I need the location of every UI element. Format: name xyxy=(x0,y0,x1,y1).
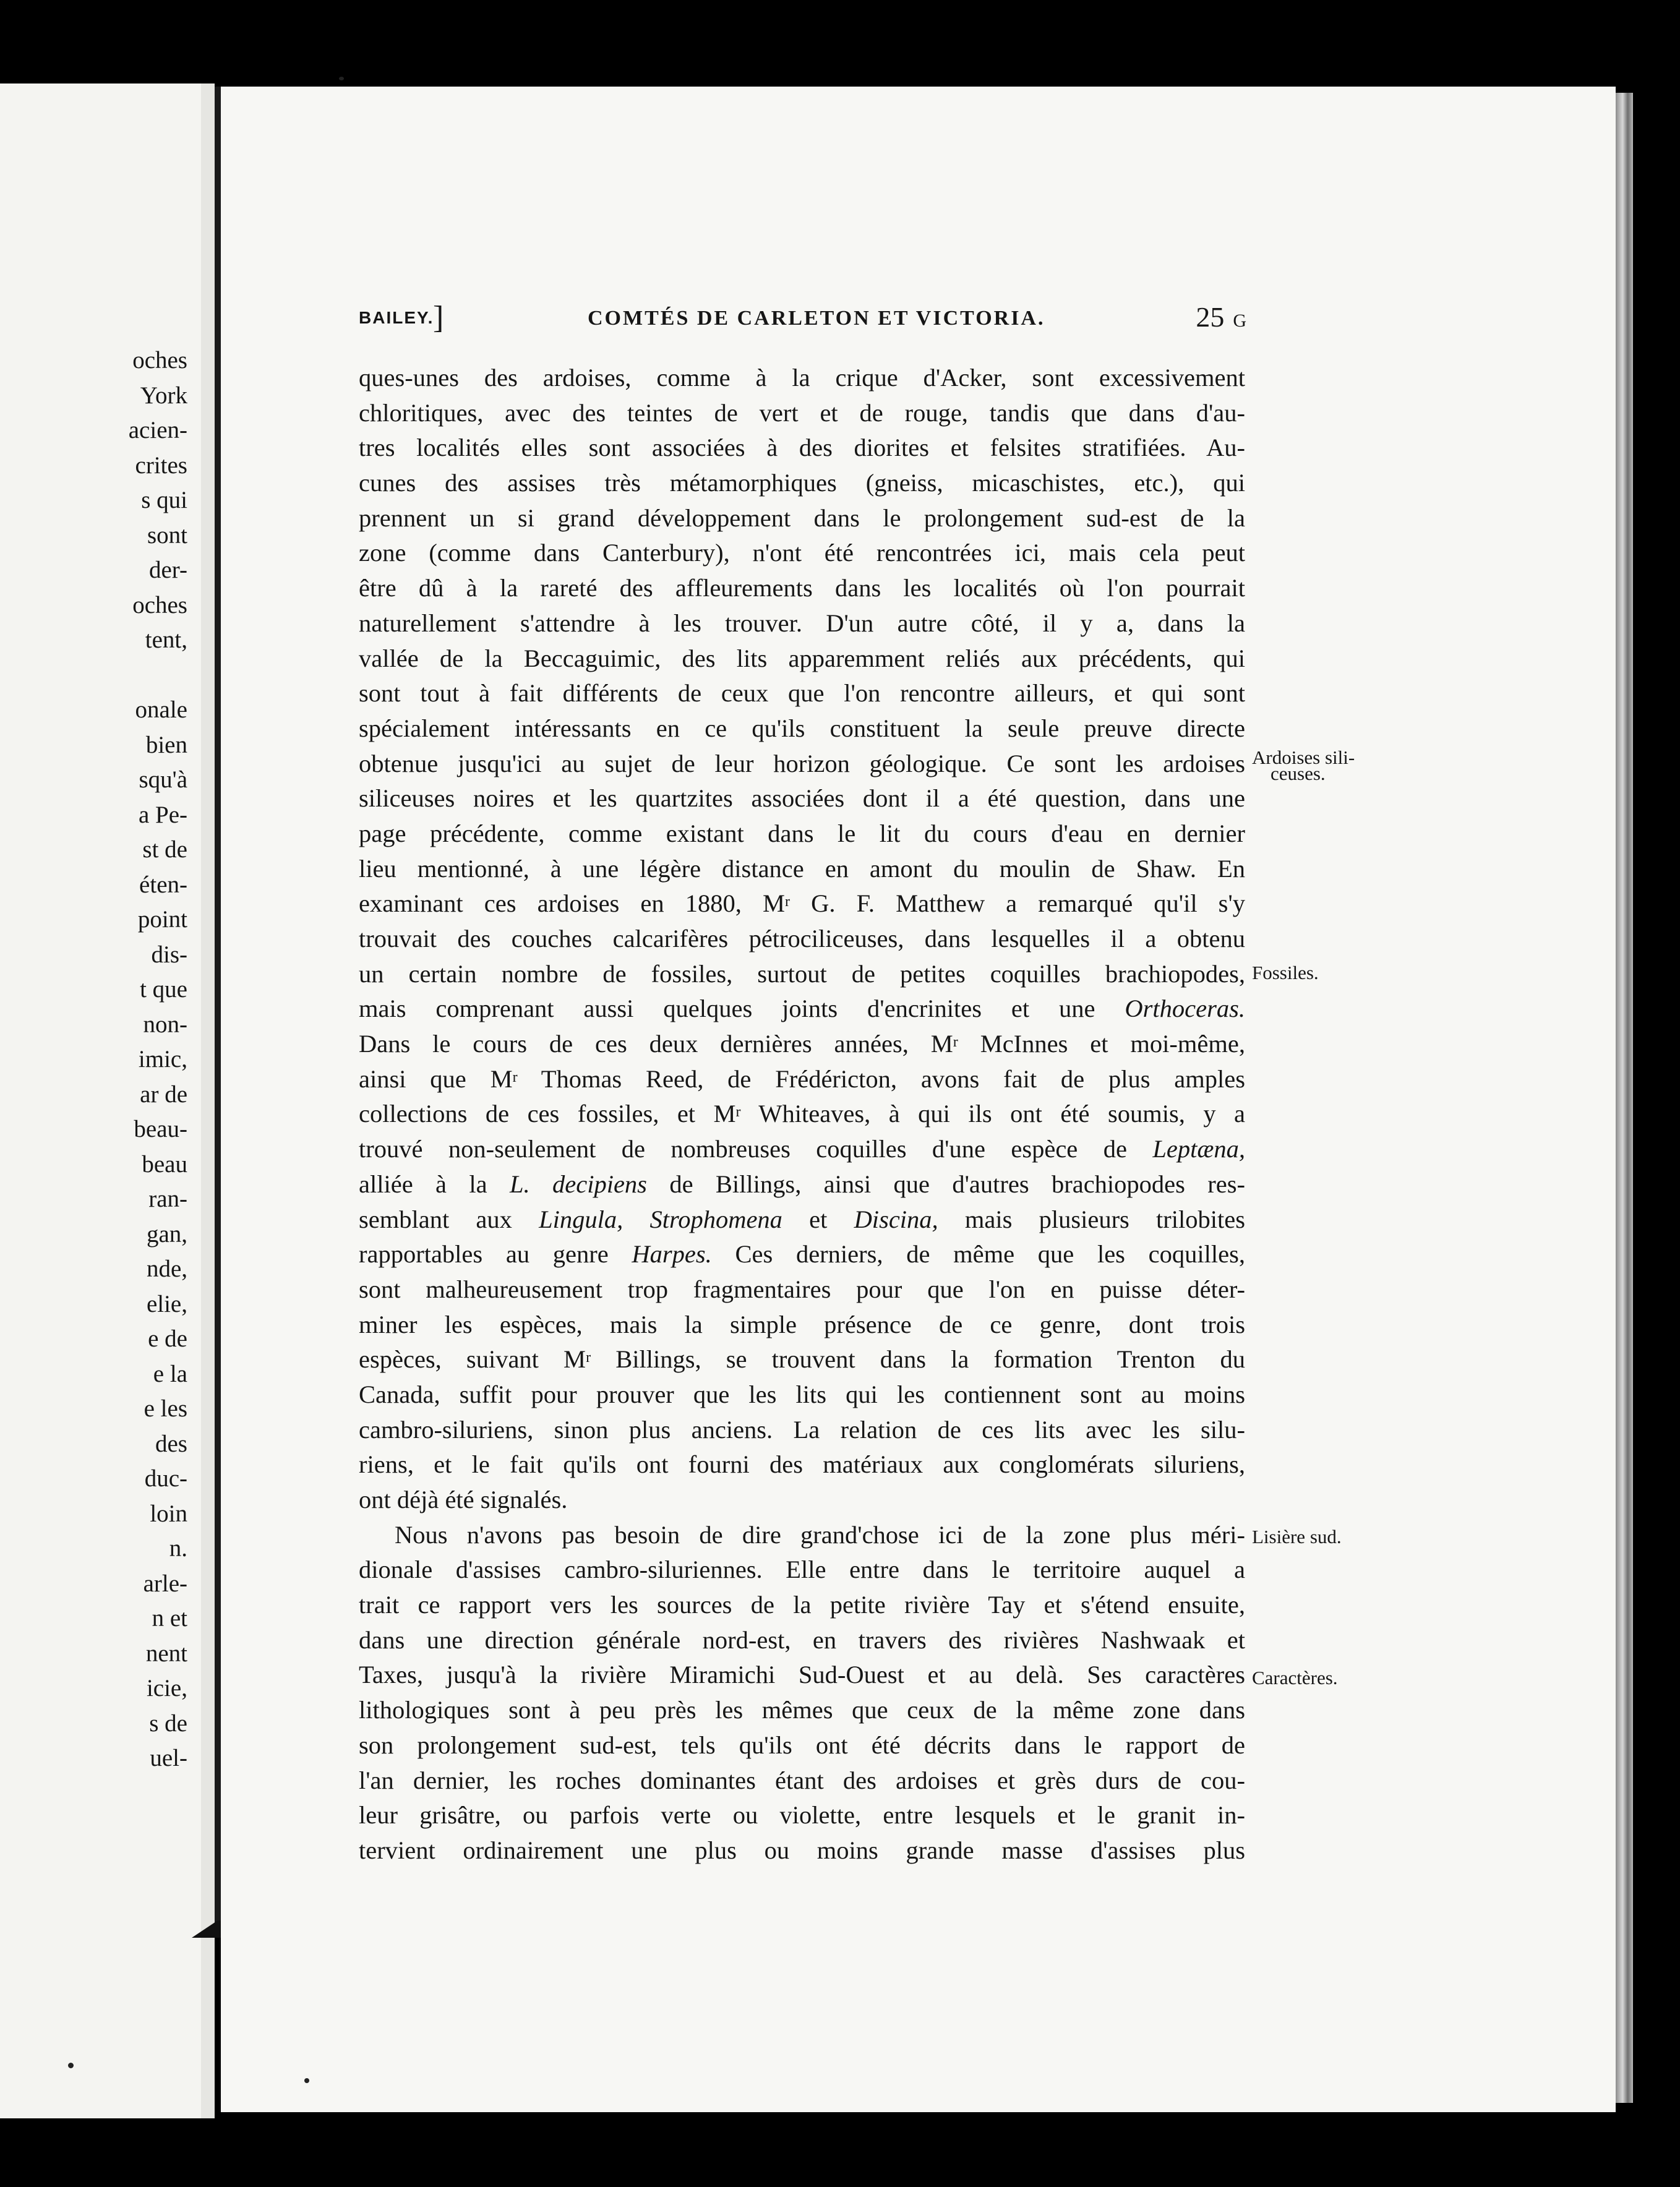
text-line: dionale d'assises cambro-siluriennes. Elle entre dans le territoire auquel a xyxy=(359,1556,1245,1584)
left-page-fragment: crites xyxy=(135,452,187,479)
text-run: trouvé non-seulement de nombreuses coquilles d'une espèce de xyxy=(359,1135,1153,1163)
text-line xyxy=(359,1342,1245,1377)
text-run: Whiteaves, à qui ils ont été soumis, y a xyxy=(740,1100,1246,1128)
page-number-value: 25 xyxy=(1196,301,1225,333)
left-page-fragment: dis- xyxy=(151,941,187,968)
text-line: l'an dernier, les roches dominantes étant des ardoises et grès durs de cou- xyxy=(359,1766,1245,1794)
left-page-fragment: York xyxy=(140,382,187,409)
left-page-fragment: arle- xyxy=(143,1570,187,1597)
text-line: miner les espèces, mais la simple présence de ce genre, dont trois xyxy=(359,1310,1245,1338)
text-line: page précédente, comme existant dans le lit du cours d'eau en dernier xyxy=(359,819,1245,847)
left-page-fragment: e de xyxy=(148,1325,187,1352)
text-line: obtenue jusqu'ici au sujet de leur horizon géologique. Ce sont les ardoises xyxy=(359,749,1245,777)
left-page-fragment: loin xyxy=(150,1500,187,1527)
page-gutter xyxy=(201,83,215,2118)
text-line: siliceuses noires et les quartzites associées dont il a été question, dans une xyxy=(359,784,1245,813)
text-run: mais plusieurs trilobites xyxy=(938,1205,1245,1233)
text-line: spécialement intéressants en ce qu'ils constituent la seule preuve directe xyxy=(359,714,1245,742)
text-line: lieu mentionné, à une légère distance en amont du moulin de Shaw. En xyxy=(359,854,1245,883)
text-run: ainsi que M xyxy=(359,1064,513,1093)
left-page-fragment: der- xyxy=(148,557,187,583)
superscript: r xyxy=(735,1104,741,1121)
text-run: Billings, se trouvent dans la formation Trenton du xyxy=(591,1345,1245,1374)
text-run: espèces, suivant M xyxy=(359,1345,586,1374)
left-page-fragment: n. xyxy=(169,1535,187,1562)
text-line: prennent un si grand développement dans le prolongement sud-est de la xyxy=(359,503,1245,532)
header-author: BAILEY. xyxy=(359,308,434,327)
text-run: Dans le cours de ces deux dernières années, M xyxy=(359,1030,953,1058)
text-line: trouvait des couches calcarifères pétrociliceuses, dans lesquelles il a obtenu xyxy=(359,925,1245,952)
print-speck xyxy=(339,77,344,80)
text-line xyxy=(359,1237,1245,1272)
page-number xyxy=(1196,301,1246,333)
left-page-fragment: e les xyxy=(144,1395,187,1422)
text-line: son prolongement sud-est, tels qu'ils ont été décrits dans le rapport de xyxy=(359,1731,1245,1759)
text-line: un certain nombre de fossiles, surtout de petites coquilles brachiopodes, xyxy=(359,959,1245,988)
left-page-fragment: acien- xyxy=(128,417,187,443)
page-edge-stack xyxy=(1616,93,1633,2103)
left-page-fragment: n et xyxy=(152,1605,187,1632)
superscript: r xyxy=(586,1350,591,1366)
left-page-fragment: a Pe- xyxy=(138,801,187,828)
text-line xyxy=(359,1062,1245,1097)
text-line: ont déjà été signalés. xyxy=(359,1486,568,1513)
margin-note-lisiere: Lisière sud. xyxy=(1252,1526,1342,1547)
text-line: naturellement s'attendre à les trouver. D'un autre côté, il y a, dans la xyxy=(359,609,1245,637)
text-line: lithologiques sont à peu près les mêmes que ceux de la même zone dans xyxy=(359,1696,1245,1724)
text-line: tres localités elles sont associées à des diorites et felsites stratifiées. Au- xyxy=(359,434,1245,462)
text-line: Taxes, jusqu'à la rivière Miramichi Sud-Ouest et au delà. Ses caractères xyxy=(359,1661,1245,1689)
text-line: Nous n'avons pas besoin de dire grand'chose ici de la zone plus méri- xyxy=(395,1520,1245,1549)
left-page-fragment: sont xyxy=(147,521,187,549)
text-line xyxy=(359,886,1245,922)
text-run: alliée à la xyxy=(359,1170,510,1198)
text-line: cambro-siluriens, sinon plus anciens. La relation de ces lits avec les silu- xyxy=(359,1415,1245,1444)
running-header xyxy=(359,300,1246,340)
superscript: r xyxy=(785,894,791,910)
text-line xyxy=(359,1097,1245,1132)
left-page-fragment: ran- xyxy=(148,1186,187,1212)
text-line: chloritiques, avec des teintes de vert et de rouge, tandis que dans d'au- xyxy=(359,398,1245,427)
left-facing-page xyxy=(0,83,201,2118)
margin-note-caracteres: Caractères. xyxy=(1252,1667,1338,1688)
left-page-fragment: nde, xyxy=(146,1256,187,1282)
text-line: riens, et le fait qu'ils ont fourni des matériaux aux conglomérats siluriens, xyxy=(359,1450,1245,1479)
italic-species: L. decipiens xyxy=(509,1170,647,1198)
text-line: trait ce rapport vers les sources de la petite rivière Tay et s'étend ensuite, xyxy=(359,1591,1245,1619)
text-run: collections de ces fossiles, et M xyxy=(359,1100,736,1128)
superscript: r xyxy=(512,1069,518,1085)
left-page-fragment: éten- xyxy=(139,871,187,898)
left-page-fragment: des xyxy=(155,1430,187,1457)
text-run: G. F. Matthew a remarqué qu'il s'y xyxy=(790,889,1245,918)
margin-note-line: Ardoises sili- xyxy=(1252,747,1355,768)
italic-genus: Leptæna, xyxy=(1152,1135,1245,1163)
left-page-fragment: oches xyxy=(132,591,187,618)
book-spine xyxy=(215,87,221,1924)
text-line xyxy=(359,1132,1245,1167)
text-line: tervient ordinairement une plus ou moins grande masse d'assises plus xyxy=(359,1836,1245,1864)
left-page-fragment: icie, xyxy=(146,1675,187,1701)
italic-genus: Orthoceras. xyxy=(1125,995,1245,1023)
text-line xyxy=(359,1202,1245,1238)
left-page-fragment: s de xyxy=(149,1710,187,1737)
text-line: sont tout à fait différents de ceux que l'on rencontre ailleurs, et qui sont xyxy=(359,679,1245,708)
margin-note-ardoises xyxy=(1252,747,1355,784)
print-speck xyxy=(304,2078,309,2083)
text-run: examinant ces ardoises en 1880, M xyxy=(359,889,786,918)
left-page-fragment: squ'à xyxy=(139,766,187,793)
text-line xyxy=(359,1167,1245,1202)
left-page-fragment: gan, xyxy=(146,1220,187,1248)
text-line: ques-unes des ardoises, comme à la crique d'Acker, sont excessivement xyxy=(359,364,1245,392)
header-title: COMTÉS DE CARLETON ET VICTORIA. xyxy=(588,307,1045,330)
left-page-fragment: beau- xyxy=(134,1116,187,1142)
text-line xyxy=(359,1027,1245,1062)
italic-genus: Lingula, Strophomena xyxy=(539,1205,782,1233)
left-page-fragment: non- xyxy=(143,1011,187,1038)
margin-note-line: ceuses. xyxy=(1271,763,1326,784)
left-page-fragment: oches xyxy=(132,347,187,374)
text-line: cunes des assises très métamorphiques (gneiss, micaschistes, etc.), qui xyxy=(359,469,1245,497)
left-page-fragment: bien xyxy=(145,731,187,758)
print-speck xyxy=(68,2063,74,2068)
text-line: sont malheureusement trop fragmentaires pour que l'on en puisse déter- xyxy=(359,1275,1245,1303)
left-page-fragment: st de xyxy=(142,836,187,863)
text-line: zone (comme dans Canterbury), n'ont été rencontrées ici, mais cela peut xyxy=(359,539,1245,567)
text-run: Ces derniers, de même que les coquilles, xyxy=(711,1240,1245,1269)
text-run: et xyxy=(782,1205,854,1233)
left-page-fragment: elie, xyxy=(146,1290,187,1317)
text-run: Thomas Reed, de Frédéricton, avons fait de plus amples xyxy=(517,1064,1246,1093)
text-line: vallée de la Beccaguimic, des lits apparemment reliés aux précédents, qui xyxy=(359,644,1245,672)
italic-genus: Harpes. xyxy=(632,1240,712,1269)
left-page-fragment: ar de xyxy=(140,1081,187,1108)
left-page-fragment: t que xyxy=(140,976,187,1003)
superscript: r xyxy=(953,1034,958,1051)
left-page-fragment: e la xyxy=(153,1360,187,1387)
left-page-fragment: tent, xyxy=(145,627,187,653)
text-line: Canada, suffit pour prouver que les lits qui les contiennent sont au moins xyxy=(359,1380,1245,1408)
left-page-fragment: imic, xyxy=(138,1046,187,1072)
text-run: de Billings, ainsi que d'autres brachiopodes res- xyxy=(646,1170,1245,1198)
left-page-fragment: point xyxy=(137,906,187,933)
text-run: rapportables au genre xyxy=(359,1240,632,1269)
left-page-fragment: s qui xyxy=(141,487,187,513)
text-run: mais comprenant aussi quelques joints d'encrinites et une xyxy=(359,995,1125,1023)
left-page-fragment: beau xyxy=(142,1150,187,1178)
text-run: semblant aux xyxy=(359,1205,539,1233)
text-run: McInnes et moi-même, xyxy=(958,1030,1246,1058)
text-line: leur grisâtre, ou parfois verte ou violette, entre lesquels et le granit in- xyxy=(359,1801,1245,1830)
header-bracket: ] xyxy=(433,300,444,335)
text-line: dans une direction générale nord-est, en travers des rivières Nashwaak et xyxy=(359,1625,1245,1654)
text-line xyxy=(359,991,1245,1027)
page-number-suffix: G xyxy=(1233,310,1246,331)
left-page-fragment: onale xyxy=(135,696,187,723)
left-page-fragment: nent xyxy=(145,1640,187,1667)
left-page-fragment: duc- xyxy=(144,1465,187,1492)
margin-note-fossiles: Fossiles. xyxy=(1252,962,1319,983)
body-text xyxy=(359,361,1245,1868)
left-page-fragment: uel- xyxy=(150,1745,187,1771)
italic-genus: Discina, xyxy=(854,1205,938,1233)
text-line: être dû à la rareté des affleurements dans les localités où l'on pourrait xyxy=(359,574,1245,602)
